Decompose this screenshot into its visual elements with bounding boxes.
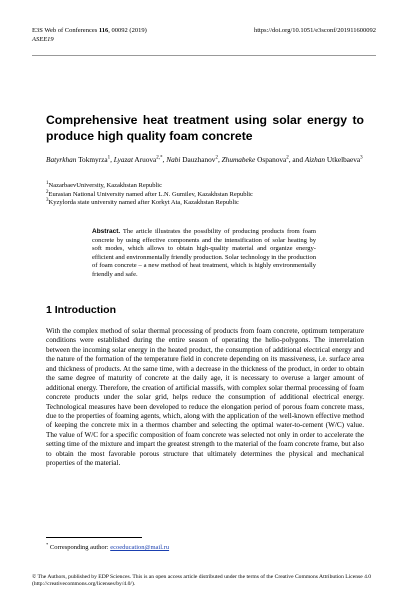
author-affiliation-marker: 1 [107, 155, 111, 161]
author-list: Batyrkhan Tokmyrza$^1$, Lyazat Aruova$^{2,*}$, Nabi Dauzhanov$^2$, Zhumabeke Ospanova$^2$, and Aizhan Utkelbaeva$^3$ [46, 155, 363, 164]
corresponding-author-footnote [46, 541, 169, 553]
author-affiliation-marker: 3 [360, 155, 363, 161]
doi-link[interactable]: https://doi.org/10.1051/e3sconf/201911600092 [253, 27, 376, 34]
journal-name: E3S Web of Conferences [32, 27, 99, 34]
section-heading: 1 Introduction [46, 304, 116, 316]
header-divider [32, 55, 376, 56]
author-affiliation-marker: 2 [215, 155, 218, 161]
journal-volume: 116 [98, 27, 109, 34]
author-last-name: Aruova [132, 155, 157, 164]
author-last-name: Utkelbaeva [325, 155, 361, 164]
footnote-marker: * [46, 542, 49, 547]
author-first-name: Aizhan [304, 155, 326, 164]
author-last-name: Tokmyrza [76, 155, 108, 164]
affiliation-marker: 1 [46, 180, 49, 186]
author-email-link[interactable]: ecoeducation@mail.ru [110, 544, 170, 552]
affiliation-text: Kyzylorda state university named after Korkyt Ata, Kazakhstan Republic [48, 199, 239, 207]
author-affiliation-marker: 2 [286, 155, 289, 161]
author-first-name: Zhumabeke [221, 155, 256, 164]
author-first-name: Lyazat [113, 155, 133, 164]
footnote-label: Corresponding author: [48, 544, 111, 552]
author-last-name: Dauzhanov [180, 155, 216, 164]
journal-citation [32, 27, 147, 36]
abstract-label: Abstract. [92, 228, 121, 235]
affiliation-text: Eurasian National University named after L.N. Gumilev, Kazakhstan Republic [48, 190, 253, 198]
conference-name: ASEE19 [32, 35, 54, 43]
affiliation-marker: 2 [46, 189, 49, 195]
paper-title: Comprehensive heat treatment using solar energy to produce high quality foam concrete [46, 113, 364, 143]
footnote-divider [46, 537, 142, 538]
abstract-text: The article illustrates the possibility of producing products from foam concrete by using effective components and the intensification of solar heating by soft modes, which allows to obtain high-quality material and organize energy-efficient and environmentally friendly production. Solar technology in the production of foam concrete – a new method of heat treatment, which is highly environmentally friendly and safe. [92, 228, 316, 278]
body-paragraph: With the complex method of solar thermal processing of products from foam concrete, optimum temperature conditions were established during the entire season of operating the helio-polygons. The interrelation between the incoming solar energy in the heated product, the consumption of additional electrical energy and the nature of the formation of the temperature field in concrete depending on its massiveness, i.e. surface area and thickness of products. At the same time, with a decrease in the thickness of the product, in order to obtain the same degree of maturity of concrete at the daily age, it is necessary to overuse a larger amount of additional energy. Therefore, the creation of artificial massifs, with complex solar thermal processing of foam concrete products under the solar grid, helps reduce the consumption of additional electrical energy. Technological measures have been developed to reduce the elongation period of porous foam concrete mass, due to the properties of foaming agents, which, along with the application of the well-known effective method of keeping the concrete mix in a thermos chamber and selecting the optimal water-to-cement (W/C) value. The value of W/C for a specific composition of foam concrete was selected not only in order to accelerate the setting time of the mixture and impart the greatest strength to the material of the foam concrete frame, but also to obtain the most favorable porous structure that ultimately determines the physical and mechanical properties of the material. [46, 327, 364, 468]
affiliation [46, 191, 366, 200]
author-first-name: Nabi [166, 155, 181, 164]
affiliation-marker: 3 [46, 198, 49, 204]
license-footer: © The Authors, published by EDP Sciences. This is an open access article distributed under the terms of the Creative Commons Attribution License 4.0 (http://creativecommons.org/licenses/by/4.0/). [32, 574, 372, 588]
affiliation-list [46, 182, 366, 208]
author-affiliation-marker: 2,* [156, 155, 163, 161]
author-conjunction: , and [288, 155, 305, 164]
author-first-name: Batyrkhan [46, 155, 77, 164]
affiliation [46, 199, 366, 208]
article-number: , 00092 (2019) [108, 27, 147, 34]
abstract [92, 228, 316, 280]
running-header-left [32, 27, 147, 44]
affiliation-text: NazarbaevUniversity, Kazakhstan Republic [48, 182, 162, 189]
author-last-name: Ospanova [255, 155, 287, 164]
affiliation [46, 182, 366, 191]
